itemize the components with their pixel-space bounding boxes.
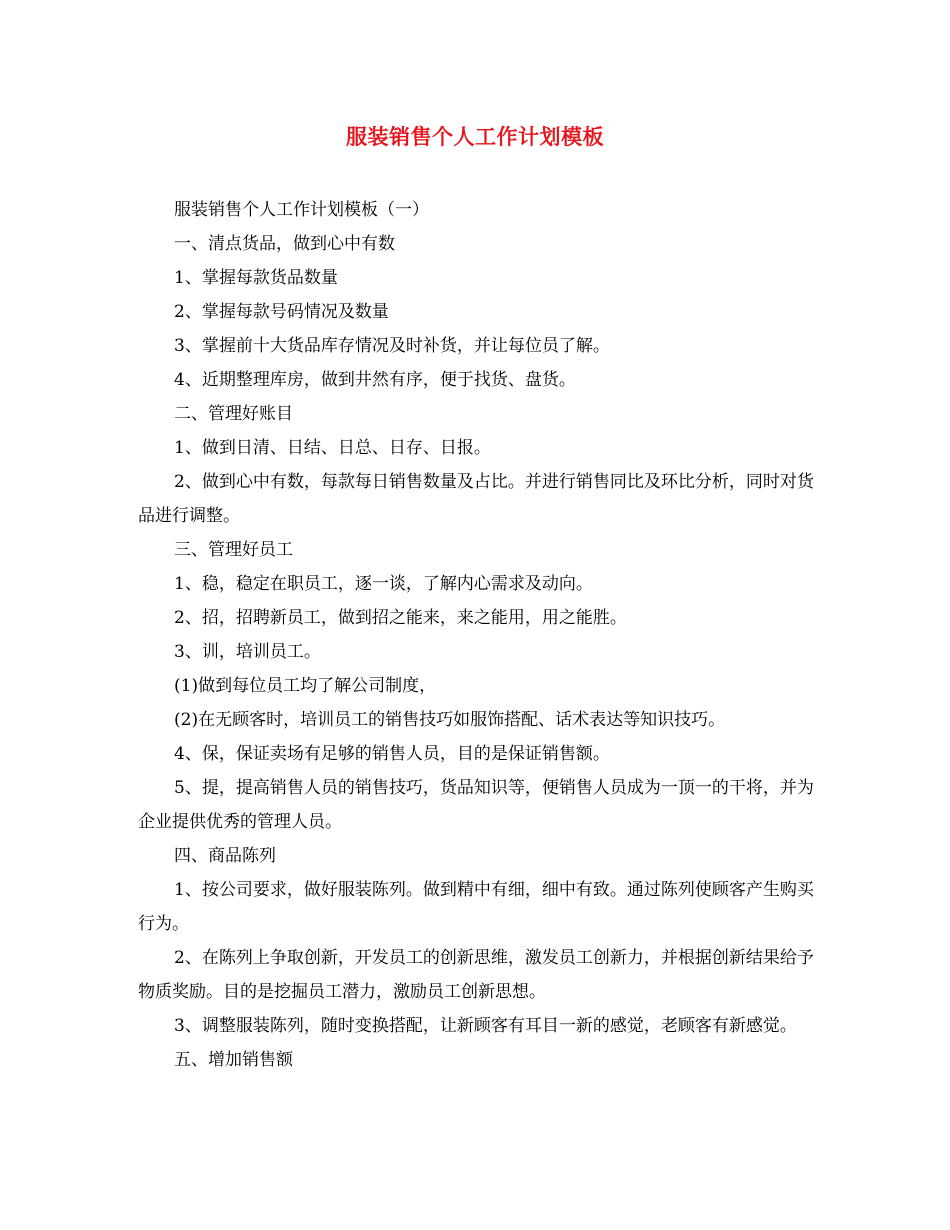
list-item: 3、调整服装陈列，随时变换搭配，让新顾客有耳目一新的感觉，老顾客有新感觉。 <box>174 1016 797 1036</box>
heading-section-1: 一、清点货品，做到心中有数 <box>174 234 395 254</box>
heading-section-5: 五、增加销售额 <box>174 1050 293 1070</box>
list-item: 1、按公司要求，做好服装陈列。做到精中有细，细中有致。通过陈列使顾客产生购买行为。 <box>138 880 814 934</box>
list-item: 4、保，保证卖场有足够的销售人员，目的是保证销售额。 <box>174 744 610 764</box>
heading-section-3: 三、管理好员工 <box>174 540 293 560</box>
list-item: 1、稳，稳定在职员工，逐一谈，了解内心需求及动向。 <box>174 574 593 594</box>
list-item: 2、做到心中有数，每款每日销售数量及占比。并进行销售同比及环比分析，同时对货品进行调整。 <box>138 472 814 526</box>
list-item: 2、在陈列上争取创新，开发员工的创新思维，激发员工创新力，并根据创新结果给予物质奖励。目的是挖掘员工潜力，激励员工创新思想。 <box>138 948 814 1002</box>
list-item: 1、做到日清、日结、日总、日存、日报。 <box>174 438 491 458</box>
sub-list-item: (1)做到每位员工均了解公司制度， <box>174 676 437 696</box>
heading-section-4: 四、商品陈列 <box>174 846 276 866</box>
list-item: 2、招，招聘新员工，做到招之能来，来之能用，用之能胜。 <box>174 608 627 628</box>
heading-section-2: 二、管理好账目 <box>174 404 293 424</box>
list-item: 3、训，培训员工。 <box>174 642 321 662</box>
list-item: 5、提，提高销售人员的销售技巧，货品知识等，便销售人员成为一顶一的干将，并为企业提供优秀的管理人员。 <box>138 778 814 832</box>
document-body <box>138 193 814 1077</box>
list-item: 4、近期整理库房，做到井然有序，便于找货、盘货。 <box>174 370 576 390</box>
list-item: 1、掌握每款货品数量 <box>174 268 338 288</box>
sub-list-item: (2)在无顾客时，培训员工的销售技巧如服饰搭配、话术表达等知识技巧。 <box>174 710 726 730</box>
list-item: 3、掌握前十大货品库存情况及时补货，并让每位员了解。 <box>174 336 610 356</box>
paragraph-subtitle: 服装销售个人工作计划模板（一） <box>174 200 429 220</box>
document-title: 服装销售个人工作计划模板 <box>346 124 604 149</box>
list-item: 2、掌握每款号码情况及数量 <box>174 302 389 322</box>
